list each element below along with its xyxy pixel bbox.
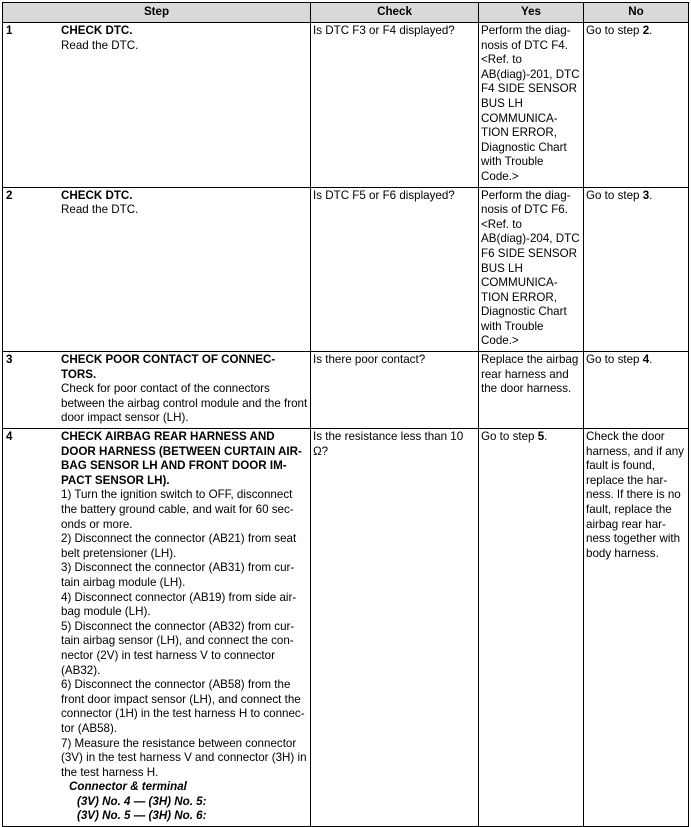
step-body: Read the DTC. bbox=[61, 38, 139, 52]
check-cell: Is DTC F3 or F4 displayed? bbox=[311, 23, 479, 188]
step-number: 4 bbox=[6, 430, 13, 444]
header-check: Check bbox=[311, 3, 479, 23]
header-step: Step bbox=[3, 3, 311, 23]
table-row bbox=[3, 352, 689, 429]
step-title: CHECK POOR CONTACT OF CONNEC-TORS. bbox=[61, 353, 276, 381]
no-cell: Go to step 3. bbox=[584, 187, 689, 352]
substep: 5) Disconnect the connector (AB32) from cur-tain airbag sensor (LH), and connect the con-nector (2V) in test harness V to connector (AB32). bbox=[61, 619, 295, 677]
step-cell bbox=[3, 23, 311, 188]
header-row bbox=[3, 3, 689, 23]
table-row bbox=[3, 23, 689, 188]
yes-cell: Go to step 5. bbox=[479, 429, 584, 827]
check-cell: Is there poor contact? bbox=[311, 352, 479, 429]
no-cell: Go to step 2. bbox=[584, 23, 689, 188]
connector-terminal-item: (3V) No. 5 — (3H) No. 6: bbox=[77, 809, 207, 823]
step-body: Check for poor contact of the connectors between the airbag control module and the front door impact sensor (LH). bbox=[61, 382, 308, 425]
table-row bbox=[3, 187, 689, 352]
connector-terminal-title: Connector & terminal bbox=[69, 780, 187, 794]
step-link[interactable]: 4 bbox=[642, 353, 650, 367]
substep: 7) Measure the resistance between connector (3V) in the test harness V and connector (3H) in the test harness H. bbox=[61, 736, 307, 779]
substep: 4) Disconnect connector (AB19) from side air-bag module (LH). bbox=[61, 590, 297, 619]
substep: 3) Disconnect the connector (AB31) from cur-tain airbag module (LH). bbox=[61, 561, 295, 589]
yes-cell: Perform the diag-nosis of DTC F6. <Ref. to AB(diag)-204, DTC F6 SIDE SENSOR BUS LH COMMUNICA-TION ERROR, Diagnostic Chart with Trouble Code.> bbox=[479, 187, 584, 352]
step-body: Read the DTC. bbox=[61, 203, 139, 217]
connector-terminal-item: (3V) No. 4 — (3H) No. 5: bbox=[77, 794, 207, 808]
yes-cell: Perform the diag-nosis of DTC F4. <Ref. to AB(diag)-201, DTC F4 SIDE SENSOR BUS LH COMMUNICA-TION ERROR, Diagnostic Chart with Trouble Code.> bbox=[479, 23, 584, 188]
check-cell: Is the resistance less than 10 Ω? bbox=[311, 429, 479, 827]
substep: 1) Turn the ignition switch to OFF, disconnect the battery ground cable, and wait for 60 sec-onds or more. bbox=[61, 488, 294, 531]
step-number: 1 bbox=[6, 24, 13, 37]
step-cell bbox=[3, 187, 311, 352]
step-link[interactable]: 3 bbox=[642, 188, 650, 202]
diagnostic-table bbox=[2, 2, 689, 827]
step-cell bbox=[3, 352, 311, 429]
no-cell: Check the door harness, and if any fault is found, replace the har-ness. If there is no fault, replace the airbag rear har-ness together with body harness. bbox=[584, 429, 689, 827]
yes-cell: Replace the airbag rear harness and the door harness. bbox=[479, 352, 584, 429]
step-cell bbox=[3, 429, 311, 827]
header-no: No bbox=[584, 3, 689, 23]
step-title: CHECK DTC. bbox=[61, 188, 133, 202]
substep: 2) Disconnect the connector (AB21) from seat belt pretensioner (LH). bbox=[61, 532, 297, 560]
step-number: 2 bbox=[6, 188, 13, 202]
header-yes: Yes bbox=[479, 3, 584, 23]
step-title: CHECK AIRBAG REAR HARNESS AND DOOR HARNESS (BETWEEN CURTAIN AIR-BAG SENSOR LH AND FRONT DOOR IM-PACT SENSOR LH). bbox=[61, 430, 302, 487]
step-number: 3 bbox=[6, 353, 13, 367]
step-link[interactable]: 5 bbox=[537, 430, 545, 444]
check-cell: Is DTC F5 or F6 displayed? bbox=[311, 187, 479, 352]
step-link[interactable]: 2 bbox=[642, 24, 650, 37]
substep: 6) Disconnect the connector (AB58) from the front door impact sensor (LH), and connect the connector (1H) in the test harness H to connec-tor (AB58). bbox=[61, 678, 305, 735]
step-title: CHECK DTC. bbox=[61, 24, 133, 37]
table-row bbox=[3, 429, 689, 827]
no-cell: Go to step 4. bbox=[584, 352, 689, 429]
